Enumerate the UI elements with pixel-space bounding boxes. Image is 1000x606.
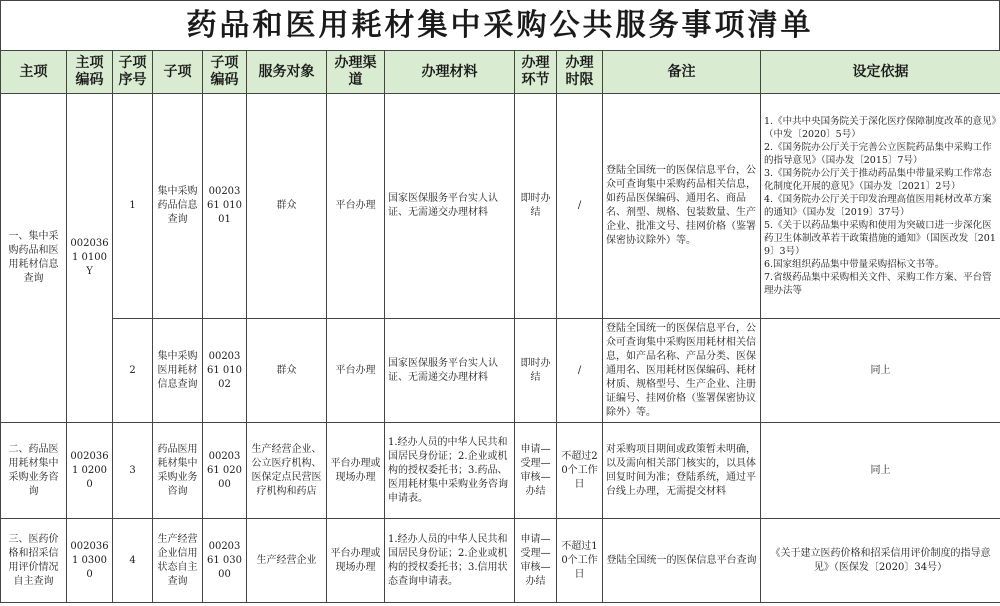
header-target: 服务对象 bbox=[247, 51, 327, 94]
materials-cell: 国家医保服务平台实人认证、无需递交办理材料 bbox=[385, 319, 515, 423]
target-cell: 生产经营企业、公立医疗机构、医保定点民营医疗机构和药店 bbox=[247, 423, 327, 519]
sub-item-cell: 集中采购医用耗材信息查询 bbox=[153, 319, 203, 423]
sub-no-cell: 2 bbox=[113, 319, 153, 423]
header-sub-code: 子项编码 bbox=[203, 51, 247, 94]
remarks-cell: 对采购项目期间或政策暂未明确，以及需向相关部门核实的，以具体回复时间为准；登陆系统，通过平台线上办理，无需提交材料 bbox=[603, 423, 761, 519]
sub-code-cell: 0020361 02000 bbox=[203, 423, 247, 519]
basis-line: 1.《中共中央国务院关于深化医疗保障制度改革的意见》（中发〔2020〕5号） bbox=[764, 116, 997, 140]
document-title: 药品和医用耗材集中采购公共服务事项清单 bbox=[0, 0, 1000, 50]
sub-item-cell: 生产经营企业信用状态自主查询 bbox=[153, 519, 203, 603]
main-code-cell: 0020361 02000 bbox=[67, 423, 113, 519]
header-remarks: 备注 bbox=[603, 51, 761, 94]
table-row bbox=[1, 94, 1000, 319]
process-cell: 即时办结 bbox=[515, 94, 557, 319]
channel-cell: 平台办理 bbox=[327, 319, 385, 423]
remarks-cell: 登陆全国统一的医保信息平台，公众可查询集中采购药品相关信息，如药品医保编码、通用名、商品名、剂型、规格、包装数量、生产企业、批准文号、挂网价格（鉴署保密协议除外）等。 bbox=[603, 94, 761, 319]
basis-cell: 《关于建立医药价格和招采信用评价制度的指导意见》（医保发〔2020〕34号） bbox=[761, 519, 1000, 603]
remarks-cell: 登陆全国统一的医保信息平台，公众可查询集中采购医用耗材相关信息，如产品名称、产品分类、医保通用名、医用耗材医保编码、耗材材质、规格型号、生产企业、注册证编号、挂网价格（鉴署保密协议除外）等。 bbox=[603, 319, 761, 423]
main-item-cell: 三、医药价格和招采信用评价情况自主查询 bbox=[1, 519, 67, 603]
target-cell: 群众 bbox=[247, 94, 327, 319]
time-limit-cell: / bbox=[557, 319, 603, 423]
main-code-cell: 0020361 03000 bbox=[67, 519, 113, 603]
table-row bbox=[1, 319, 1000, 423]
sub-item-cell: 集中采购药品信息查询 bbox=[153, 94, 203, 319]
table-row bbox=[1, 519, 1000, 603]
header-main-item: 主项 bbox=[1, 51, 67, 94]
process-cell: 申请—受理—审核—办结 bbox=[515, 423, 557, 519]
header-process: 办理环节 bbox=[515, 51, 557, 94]
process-cell: 即时办结 bbox=[515, 319, 557, 423]
basis-line: 3.《国务院办公厅关于推动药品集中带量采购工作常态化制度化开展的意见》（国办发〔2021〕2号） bbox=[764, 168, 992, 192]
materials-cell: 1.经办人员的中华人民共和国居民身份证；2.企业或机构的授权委托书；3.信用状态查询申请表。 bbox=[385, 519, 515, 603]
sub-no-cell: 3 bbox=[113, 423, 153, 519]
basis-cell: 同上 bbox=[761, 423, 1000, 519]
basis-line: 6.国家组织药品集中带量采购招标文书等。 bbox=[764, 259, 945, 270]
basis-line: 7.省级药品集中采购相关文件、采购工作方案、平台管理办法等 bbox=[764, 272, 992, 296]
header-basis: 设定依据 bbox=[761, 51, 1000, 94]
remarks-cell: 登陆全国统一的医保信息平台查询 bbox=[603, 519, 761, 603]
header-row bbox=[1, 51, 1000, 94]
sub-code-cell: 0020361 01001 bbox=[203, 94, 247, 319]
header-sub-no: 子项序号 bbox=[113, 51, 153, 94]
basis-cell: 同上 bbox=[761, 319, 1000, 423]
basis-cell bbox=[761, 94, 1000, 319]
target-cell: 生产经营企业 bbox=[247, 519, 327, 603]
sub-code-cell: 0020361 01002 bbox=[203, 319, 247, 423]
basis-line: 2.《国务院办公厅关于完善公立医院药品集中采购工作的指导意见》（国办发〔2015〕7号） bbox=[764, 142, 992, 166]
header-time-limit: 办理时限 bbox=[557, 51, 603, 94]
materials-cell: 国家医保服务平台实人认证、无需递交办理材料 bbox=[385, 94, 515, 319]
target-cell: 群众 bbox=[247, 319, 327, 423]
basis-line: 4.《国务院办公厅关于印发治理高值医用耗材改革方案的通知》（国办发〔2019〕37号） bbox=[764, 194, 992, 218]
time-limit-cell: 不超过10个工作日 bbox=[557, 519, 603, 603]
main-item-cell: 一、集中采购药品和医用耗材信息查询 bbox=[1, 94, 67, 423]
channel-cell: 平台办理 bbox=[327, 94, 385, 319]
channel-cell: 平台办理或现场办理 bbox=[327, 423, 385, 519]
sub-item-cell: 药品医用耗材集中采购业务咨询 bbox=[153, 423, 203, 519]
header-main-code: 主项编码 bbox=[67, 51, 113, 94]
sub-code-cell: 0020361 03000 bbox=[203, 519, 247, 603]
materials-cell: 1.经办人员的中华人民共和国居民身份证；2.企业或机构的授权委托书；3.药品、医用耗材集中采购业务咨询申请表。 bbox=[385, 423, 515, 519]
table-row bbox=[1, 423, 1000, 519]
service-items-table bbox=[0, 50, 1000, 603]
main-item-cell: 二、药品医用耗材集中采购业务咨询 bbox=[1, 423, 67, 519]
header-sub-item: 子项 bbox=[153, 51, 203, 94]
time-limit-cell: / bbox=[557, 94, 603, 319]
channel-cell: 平台办理或现场办理 bbox=[327, 519, 385, 603]
time-limit-cell: 不超过20个工作日 bbox=[557, 423, 603, 519]
basis-line: 5.《关于以药品集中采购和使用为突破口进一步深化医药卫生体制改革若干政策措施的通知》（国医改发〔2019〕3号） bbox=[764, 220, 996, 257]
header-channel: 办理渠道 bbox=[327, 51, 385, 94]
sub-no-cell: 1 bbox=[113, 94, 153, 319]
header-materials: 办理材料 bbox=[385, 51, 515, 94]
process-cell: 申请—受理—审核—办结 bbox=[515, 519, 557, 603]
main-code-cell: 0020361 0100Y bbox=[67, 94, 113, 423]
sub-no-cell: 4 bbox=[113, 519, 153, 603]
